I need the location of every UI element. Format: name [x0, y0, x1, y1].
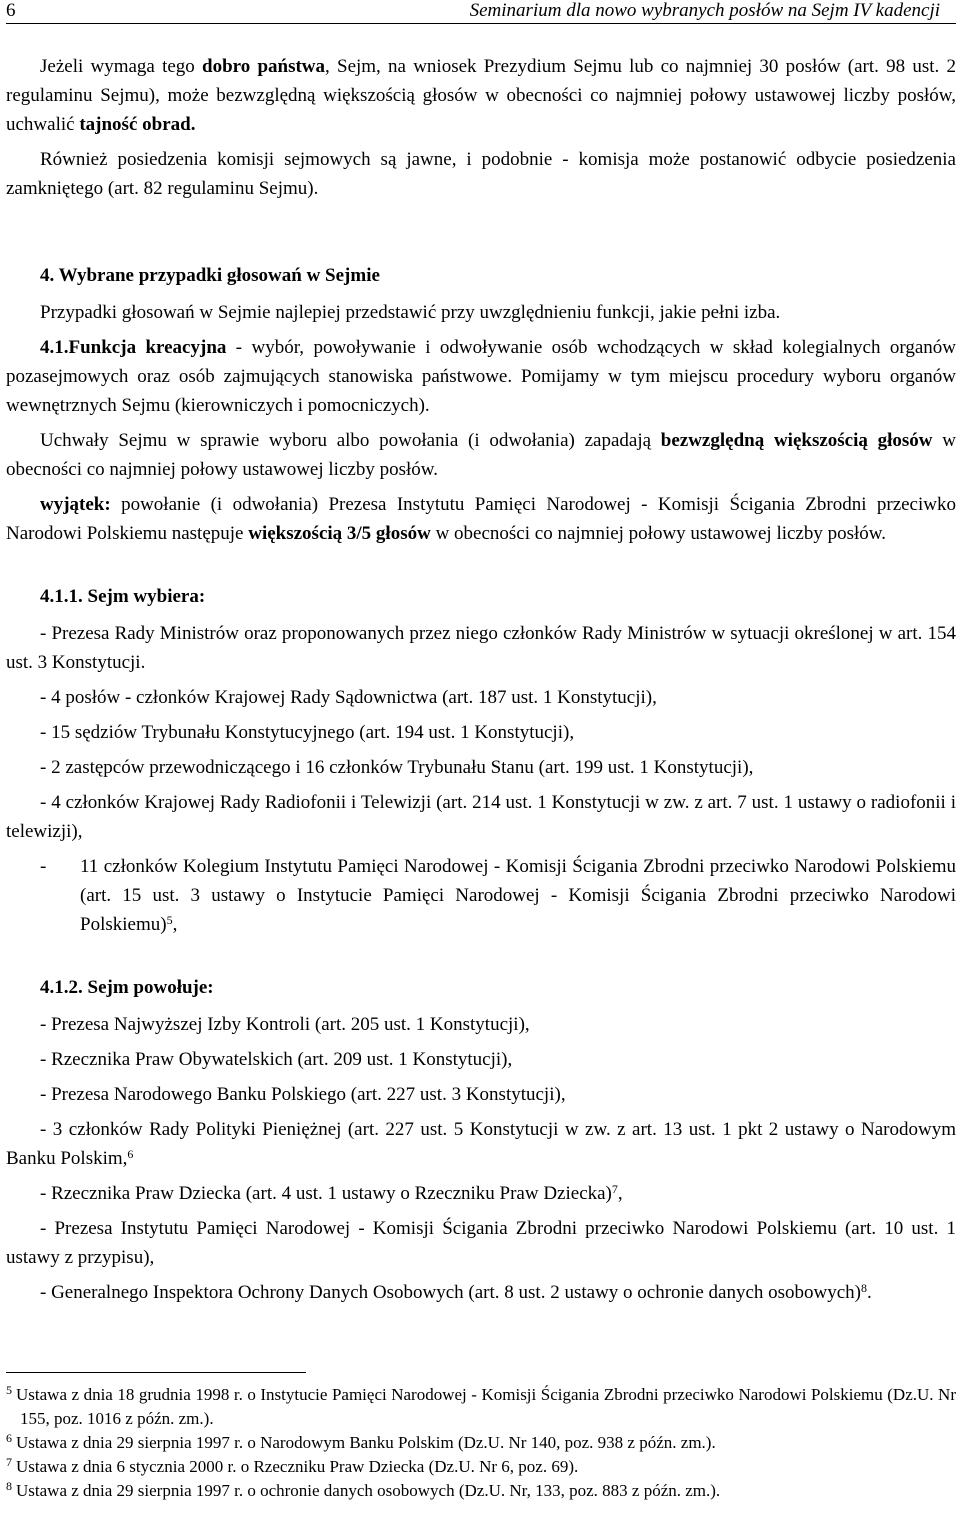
text-run: ,: [172, 914, 178, 935]
emphasis: tajność obrad.: [79, 114, 196, 135]
footnote-text: Ustawa z dnia 29 sierpnia 1997 r. o Narodowym Banku Polskim (Dz.U. Nr 140, poz. 938 z późn. zm.).: [16, 1433, 716, 1452]
section-412-heading: 4.1.2. Sejm powołuje:: [40, 977, 214, 998]
footnote: [6, 1431, 956, 1455]
list-item: - Prezesa Rady Ministrów oraz proponowanych przez niego członków Rady Ministrów w sytuacji określonej w art. 154 ust. 3 Konstytucji.: [6, 623, 956, 673]
list-item: [6, 1278, 956, 1307]
footnote-ref[interactable]: 8: [861, 1281, 867, 1295]
list-item: - 15 sędziów Trybunału Konstytucyjnego (art. 194 ust. 1 Konstytucji),: [40, 722, 575, 743]
list-item: - 4 członków Krajowej Rady Radiofonii i Telewizji (art. 214 ust. 1 Konstytucji w zw. z art. 7 ust. 1 ustawy o radiofonii i telewizji),: [6, 792, 956, 842]
footnote-separator: [6, 1372, 306, 1373]
list-item: [6, 852, 956, 939]
text-run: - Rzecznika Praw Dziecka (art. 4 ust. 1 ustawy o Rzeczniku Praw Dziecka): [40, 1183, 612, 1204]
list-item: - 2 zastępców przewodniczącego i 16 członków Trybunału Stanu (art. 199 ust. 1 Konstytucji),: [40, 757, 754, 778]
footnote-text: Ustawa z dnia 18 grudnia 1998 r. o Instytucie Pamięci Narodowej - Komisji Ścigania Zbrodni przeciwko Narodowi Polskiemu (Dz.U. Nr 155, poz. 1016 z późn. zm.).: [16, 1385, 956, 1428]
footnote: [6, 1455, 956, 1479]
text-run: , Sejm, na wniosek Prezydium Sejmu lub co najmniej 30 posłów (art. 98 ust. 2 regulaminu Sejmu), może bezwzględną większością głosów w obecności co najmniej połowy ustawowej liczby posłów, uchwalić: [6, 56, 956, 135]
list-item: - 4 posłów - członków Krajowej Rady Sądownictwa (art. 187 ust. 1 Konstytucji),: [40, 687, 657, 708]
footnotes: [6, 1372, 956, 1503]
text-run: - 3 członków Rady Polityki Pieniężnej (art. 227 ust. 5 Konstytucji w zw. z art. 13 ust. 1 pkt 2 ustawy o Narodowym Banku Polskim,: [6, 1119, 956, 1169]
section-4-heading: 4. Wybrane przypadki głosowań w Sejmie: [40, 265, 380, 286]
footnote-text: Ustawa z dnia 6 stycznia 2000 r. o Rzeczniku Praw Dziecka (Dz.U. Nr 6, poz. 69).: [16, 1457, 579, 1476]
text-run: w obecności co najmniej połowy ustawowej liczby posłów.: [430, 523, 887, 544]
section-4-paragraph-1: Przypadki głosowań w Sejmie najlepiej przedstawić przy uwzględnieniu funkcji, jakie pełni izba.: [40, 302, 781, 323]
footnote-number: 5: [6, 1383, 12, 1397]
emphasis: większością 3/5 głosów: [248, 523, 431, 544]
list-item: - Prezesa Najwyższej Izby Kontroli (art. 205 ust. 1 Konstytucji),: [40, 1014, 530, 1035]
running-title: Seminarium dla nowo wybranych posłów na Sejm IV kadencji: [469, 0, 940, 21]
footnote: [6, 1383, 956, 1431]
section-4-paragraph-4: [6, 490, 956, 548]
emphasis: dobro państwa: [202, 56, 326, 77]
page-number: 6: [6, 0, 16, 21]
text-run: - Generalnego Inspektora Ochrony Danych Osobowych (art. 8 ust. 2 ustawy o ochronie danych osobowych): [40, 1282, 861, 1303]
list-item: [6, 1179, 956, 1208]
list-item: [6, 1115, 956, 1173]
text-run: - wybór, powoływanie i odwoływanie osób wchodzących w skład kolegialnych organów pozasejmowych oraz osób zajmujących stanowiska państwowe. Pomijamy w tym miejscu procedury wyboru organów wewnętrznych Sejmu (kierowniczych i pomocniczych).: [6, 337, 957, 416]
text-run: ,: [617, 1183, 623, 1204]
text-run: Uchwały Sejmu w sprawie wyboru albo powołania (i odwołania) zapadają: [40, 430, 661, 451]
list-item: - Prezesa Narodowego Banku Polskiego (art. 227 ust. 3 Konstytucji),: [40, 1084, 566, 1105]
intro-paragraph-1: [6, 52, 956, 139]
section-4-paragraph-2: [6, 333, 956, 420]
emphasis: wyjątek:: [40, 494, 111, 515]
footnote-number: 8: [6, 1479, 12, 1493]
emphasis: bezwzględną większością głosów: [660, 430, 933, 451]
footnote-number: 6: [6, 1431, 12, 1445]
text-run: 11 członków Kolegium Instytutu Pamięci Narodowej - Komisji Ścigania Zbrodni przeciwko Narodowi Polskiemu (art. 15 ust. 3 ustawy o Instytucie Pamięci Narodowej - Komisji Ścigania Zbrodni przeciwko Narodowi Polskiemu): [80, 856, 956, 935]
document-body: [6, 52, 956, 1307]
footnote-ref[interactable]: 7: [611, 1182, 618, 1196]
list-dash: -: [40, 856, 47, 877]
text-run: w obecności co najmniej połowy ustawowej liczby posłów.: [6, 430, 956, 480]
subheading: 4.1.Funkcja kreacyjna: [40, 337, 227, 358]
footnote-text: Ustawa z dnia 29 sierpnia 1997 r. o ochronie danych osobowych (Dz.U. Nr, 133, poz. 883 z późn. zm.).: [16, 1481, 721, 1500]
footnote-ref[interactable]: 5: [166, 913, 173, 927]
page-header: [6, 0, 956, 24]
section-4-paragraph-3: [6, 426, 956, 484]
text-run: powołanie (i odwołania) Prezesa Instytutu Pamięci Narodowej - Komisji Ścigania Zbrodni przeciwko Narodowi Polskiemu następuje: [6, 494, 956, 544]
list-item: - Rzecznika Praw Obywatelskich (art. 209 ust. 1 Konstytucji),: [40, 1049, 513, 1070]
footnote: [6, 1479, 956, 1503]
list-item: - Prezesa Instytutu Pamięci Narodowej - Komisji Ścigania Zbrodni przeciwko Narodowi Polskiemu (art. 10 ust. 1 ustawy z przypisu),: [6, 1218, 956, 1268]
intro-paragraph-2: Również posiedzenia komisji sejmowych są jawne, i podobnie - komisja może postanowić odbycie posiedzenia zamkniętego (art. 82 regulaminu Sejmu).: [6, 149, 956, 199]
section-411-heading: 4.1.1. Sejm wybiera:: [40, 586, 206, 607]
footnote-ref[interactable]: 6: [127, 1147, 134, 1161]
text-run: .: [867, 1282, 872, 1303]
footnote-number: 7: [6, 1455, 12, 1469]
text-run: Jeżeli wymaga tego: [40, 56, 202, 77]
